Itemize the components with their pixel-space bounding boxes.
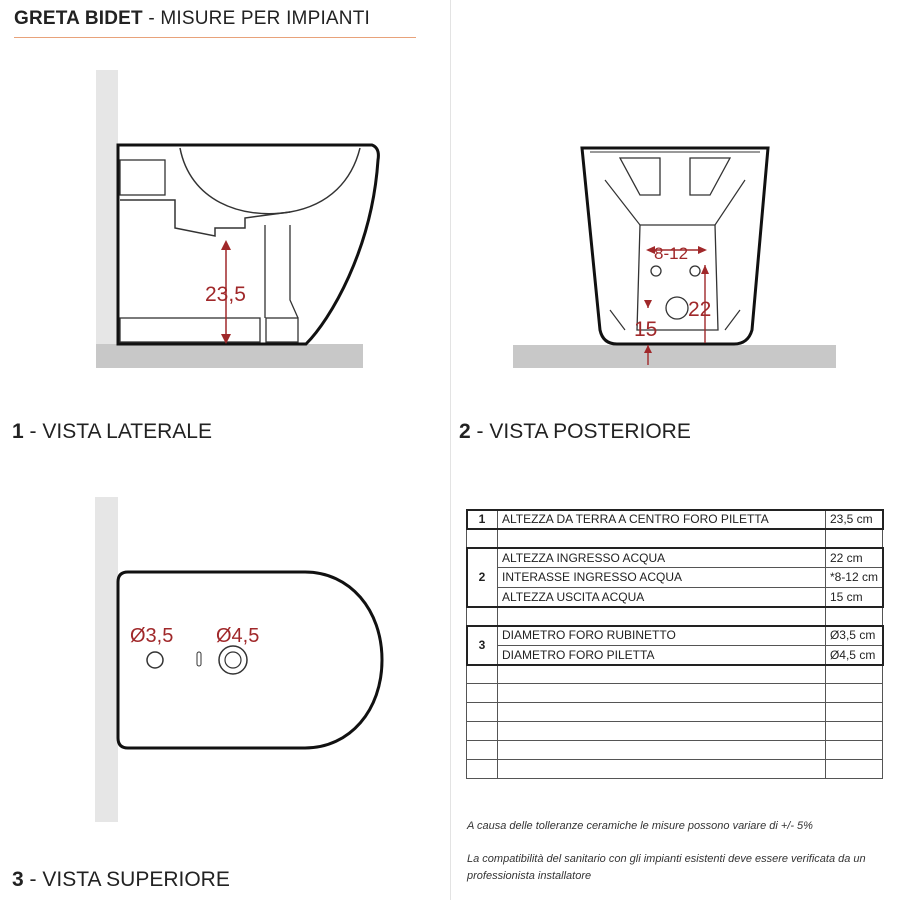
row-label: ALTEZZA USCITA ACQUA <box>498 587 826 607</box>
row-label: ALTEZZA INGRESSO ACQUA <box>498 548 826 568</box>
view1-number: 1 <box>12 420 24 443</box>
wall <box>96 70 118 345</box>
table-row <box>467 548 883 568</box>
view3-number: 3 <box>12 868 24 891</box>
view2-number: 2 <box>459 420 471 443</box>
row-value: 23,5 cm <box>825 510 882 530</box>
row-value: *8-12 cm <box>825 568 882 588</box>
bidet-body-outline <box>118 145 378 344</box>
dim-tap-hole-label: Ø3,5 <box>130 625 174 647</box>
table-row <box>467 626 883 646</box>
tolerance-note: A causa delle tolleranze ceramiche le misure possono variare di +/- 5% <box>467 820 813 832</box>
empty-rows <box>467 665 883 779</box>
top-view-drawing <box>90 490 390 830</box>
dim-spacing-label: 8-12 <box>654 244 689 263</box>
view1-caption <box>12 420 212 444</box>
wall <box>95 497 118 822</box>
floor <box>513 345 836 368</box>
lateral-view-drawing <box>0 0 380 320</box>
tap-hole <box>147 652 163 668</box>
rear-view-drawing <box>470 0 830 380</box>
dim-height-label: 23,5 <box>205 283 246 306</box>
table-row <box>467 587 883 607</box>
row-value: 22 cm <box>825 548 882 568</box>
group-number: 1 <box>467 510 498 530</box>
title-subtitle: - MISURE PER IMPIANTI <box>142 8 371 29</box>
water-inlet-left <box>651 266 661 276</box>
drain-outlet <box>666 297 688 319</box>
floor <box>96 344 363 368</box>
spec-table <box>466 509 883 779</box>
drain-hole-inner <box>225 652 241 668</box>
row-label: INTERASSE INGRESSO ACQUA <box>498 568 826 588</box>
table-row <box>467 510 883 530</box>
product-name: GRETA BIDET <box>14 8 143 29</box>
view2-label: - VISTA POSTERIORE <box>470 420 691 443</box>
view2-caption <box>459 420 691 444</box>
water-inlet-right <box>690 266 700 276</box>
row-label: DIAMETRO FORO RUBINETTO <box>498 626 826 646</box>
dim-outlet-label: 15 <box>634 318 658 341</box>
row-value: Ø4,5 cm <box>825 645 882 665</box>
vertical-divider <box>450 0 451 900</box>
view1-label: - VISTA LATERALE <box>23 420 212 443</box>
view3-label: - VISTA SUPERIORE <box>23 868 230 891</box>
row-value: 15 cm <box>825 587 882 607</box>
row-label: ALTEZZA DA TERRA A CENTRO FORO PILETTA <box>498 510 826 530</box>
compatibility-note: La compatibilità del sanitario con gli impianti esistenti deve essere verificata da un professionista installatore <box>467 853 866 882</box>
view3-caption <box>12 868 230 892</box>
spec-group-3 <box>467 626 883 665</box>
group-number: 3 <box>467 626 498 665</box>
dim-drain-hole-label: Ø4,5 <box>216 625 260 647</box>
spec-group-2 <box>467 548 883 607</box>
table-row <box>467 645 883 665</box>
row-value: Ø3,5 cm <box>825 626 882 646</box>
table-row <box>467 568 883 588</box>
dim-inlet-label: 22 <box>688 298 712 321</box>
group-number: 2 <box>467 548 498 607</box>
spec-group-1 <box>467 510 883 530</box>
row-label: DIAMETRO FORO PILETTA <box>498 645 826 665</box>
